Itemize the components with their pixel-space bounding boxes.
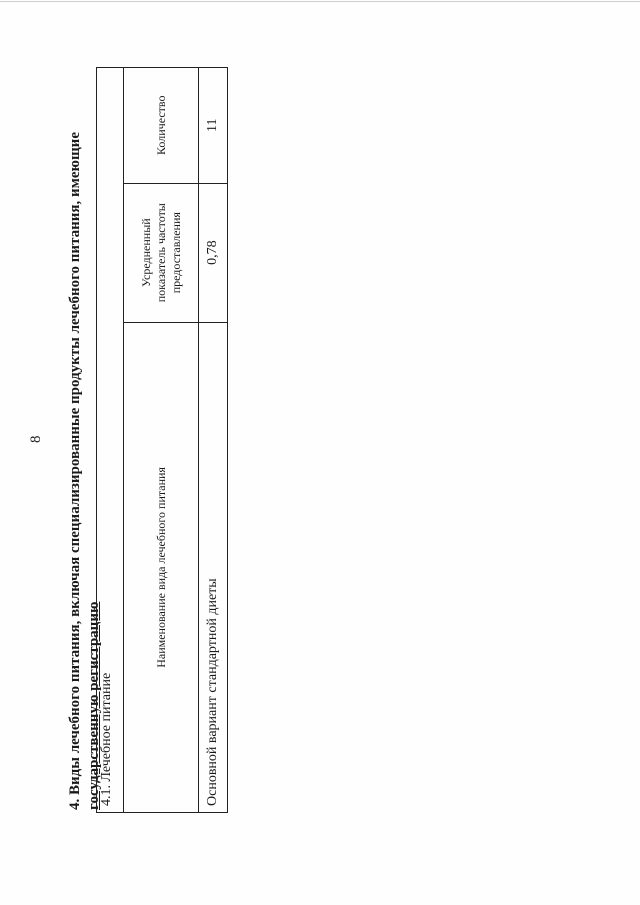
- heading-line-2: государственную регистрацию: [86, 601, 102, 810]
- page-number: 8: [28, 435, 44, 443]
- section-title: 4.1. Лечебное питание: [97, 68, 124, 813]
- table-header-row: [124, 68, 199, 813]
- table-section-row: [97, 68, 124, 813]
- nutrition-table: [96, 67, 228, 813]
- cell-quantity: 11: [199, 68, 228, 184]
- cell-frequency: 0,78: [199, 183, 228, 322]
- header-name: Наименование вида лечебного питания: [124, 322, 199, 812]
- header-frequency: Усредненный показатель частоты предоставления: [124, 183, 199, 322]
- heading-line-1: 4. Виды лечебного питания, включая специализированные продукты лечебного питания, имеющие: [67, 132, 83, 810]
- cell-name: Основной вариант стандартной диеты: [199, 322, 228, 812]
- table-row: [199, 68, 228, 813]
- header-quantity: Количество: [124, 68, 199, 184]
